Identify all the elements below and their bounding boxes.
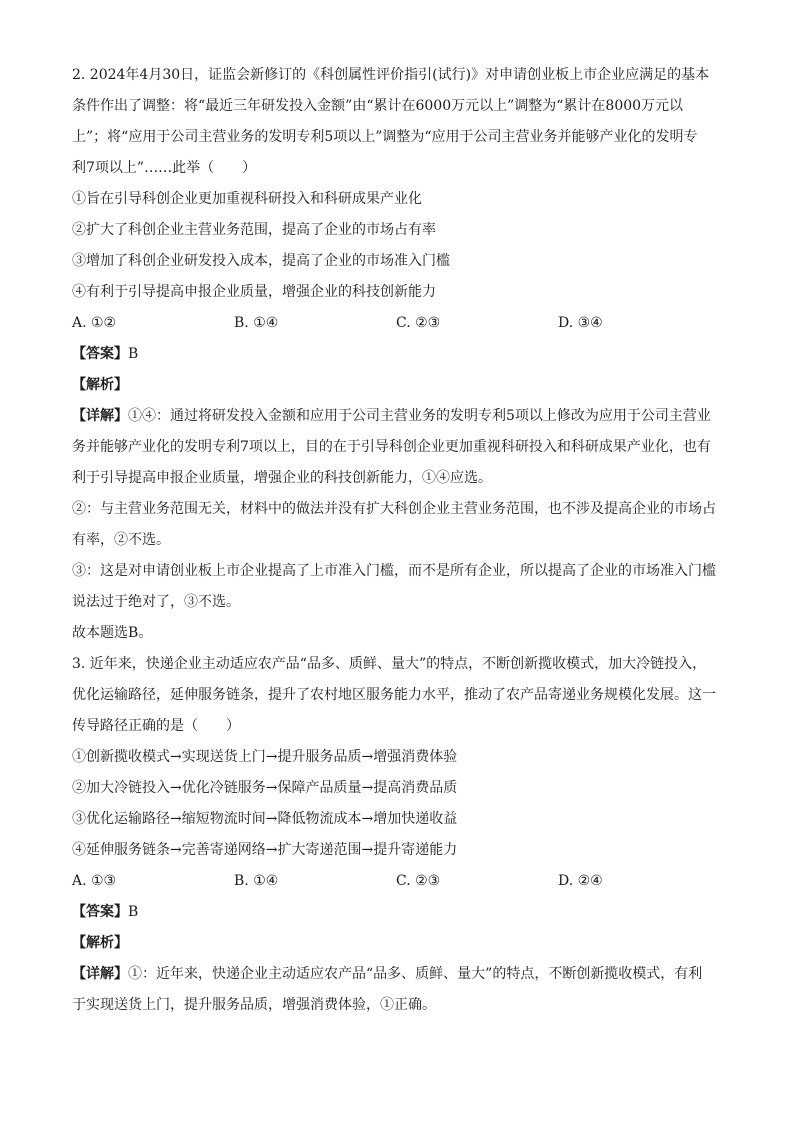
answer-value: B xyxy=(128,904,139,920)
answer-tag: 【答案】 xyxy=(72,904,128,920)
analysis-tag: 【解析】 xyxy=(72,377,128,393)
q3-item: ①创新揽收模式→实现送货上门→提升服务品质→增强消费体验 xyxy=(72,749,458,765)
q2-item: ④有利于引导提高申报企业质量，增强企业的科技创新能力 xyxy=(72,284,436,300)
q2-detail-line xyxy=(72,401,724,432)
detail-text: ①④：通过将研发投入金额和应用于公司主营业务的发明专利5项以上修改为应用于公司主营业 xyxy=(128,408,711,424)
answer-tag: 【答案】 xyxy=(72,346,128,362)
q2-options xyxy=(72,308,724,339)
q3-option-d: D. ②④ xyxy=(558,873,603,889)
q2-detail-line: 有率，②不选。 xyxy=(72,532,170,548)
q2-detail-line: 说法过于绝对了，③不选。 xyxy=(72,594,240,610)
detail-text: ①：近年来，快递企业主动适应农产品“品多、质鲜、量大”的特点，不断创新揽收模式，有利 xyxy=(128,966,703,982)
q2-item: ③增加了科创企业研发投入成本，提高了企业的市场准入门槛 xyxy=(72,253,450,269)
q3-answer xyxy=(72,897,724,928)
q3-stem-line: 优化运输路径，延伸服务链条，提升了农村地区服务能力水平，推动了农产品寄递业务规模化发展。这一 xyxy=(72,687,716,703)
question-2 xyxy=(72,60,724,649)
q2-analysis xyxy=(72,370,724,401)
q2-detail-line: 故本题选B。 xyxy=(72,625,153,641)
q3-analysis xyxy=(72,928,724,959)
q2-stem-line: 上”；将“应用于公司主营业务的发明专利5项以上”调整为“应用于公司主营业务并能够产业化的发明专 xyxy=(72,129,698,145)
q3-option-b: B. ①④ xyxy=(234,873,279,889)
question-3 xyxy=(72,649,724,1021)
q3-detail-line xyxy=(72,959,724,990)
q2-detail-line: 利于引导提高申报企业质量，增强企业的科技创新能力，①④应选。 xyxy=(72,470,492,486)
q2-stem-line: 2. 2024年4月30日，证监会新修订的《科创属性评价指引(试行)》对申请创业板上市企业应满足的基本 xyxy=(72,67,710,83)
q2-detail-line: 务并能够产业化的发明专利7项以上，目的在于引导科创企业更加重视科研投入和科研成果产业化，也有 xyxy=(72,439,711,455)
q2-answer xyxy=(72,339,724,370)
q3-option-a: A. ①③ xyxy=(72,873,117,889)
q2-option-a: A. ①② xyxy=(72,315,117,331)
analysis-tag: 【解析】 xyxy=(72,935,128,951)
q3-options xyxy=(72,866,724,897)
q2-detail-line: ②：与主营业务范围无关，材料中的做法并没有扩大科创企业主营业务范围，也不涉及提高企业的市场占 xyxy=(72,501,716,517)
q2-option-c: C. ②③ xyxy=(396,315,441,331)
q2-option-d: D. ③④ xyxy=(558,315,603,331)
q3-detail-line: 于实现送货上门，提升服务品质，增强消费体验，①正确。 xyxy=(72,997,436,1013)
answer-value: B xyxy=(128,346,139,362)
q2-stem-line: 条件作出了调整：将“最近三年研发投入金额”由“累计在6000万元以上”调整为“累计在8000万元以 xyxy=(72,98,684,114)
detail-tag: 【详解】 xyxy=(72,408,128,424)
q3-stem-line: 传导路径正确的是（ ） xyxy=(72,718,240,734)
q2-stem-line: 利7项以上”……此举（ ） xyxy=(72,160,257,176)
q2-detail-line: ③：这是对申请创业板上市企业提高了上市准入门槛，而不是所有企业，所以提高了企业的市场准入门槛 xyxy=(72,563,716,579)
q3-item: ④延伸服务链条→完善寄递网络→扩大寄递范围→提升寄递能力 xyxy=(72,842,458,858)
q3-item: ③优化运输路径→缩短物流时间→降低物流成本→增加快递收益 xyxy=(72,811,458,827)
detail-tag: 【详解】 xyxy=(72,966,128,982)
q2-item: ①旨在引导科创企业更加重视科研投入和科研成果产业化 xyxy=(72,191,422,207)
q2-option-b: B. ①④ xyxy=(234,315,279,331)
q3-option-c: C. ②③ xyxy=(396,873,441,889)
q3-item: ②加大冷链投入→优化冷链服务→保障产品质量→提高消费品质 xyxy=(72,780,458,796)
q2-item: ②扩大了科创企业主营业务范围，提高了企业的市场占有率 xyxy=(72,222,436,238)
q3-stem-line: 3. 近年来，快递企业主动适应农产品“品多、质鲜、量大”的特点，不断创新揽收模式，加大冷链投入， xyxy=(72,656,707,672)
document-page xyxy=(72,60,724,1021)
